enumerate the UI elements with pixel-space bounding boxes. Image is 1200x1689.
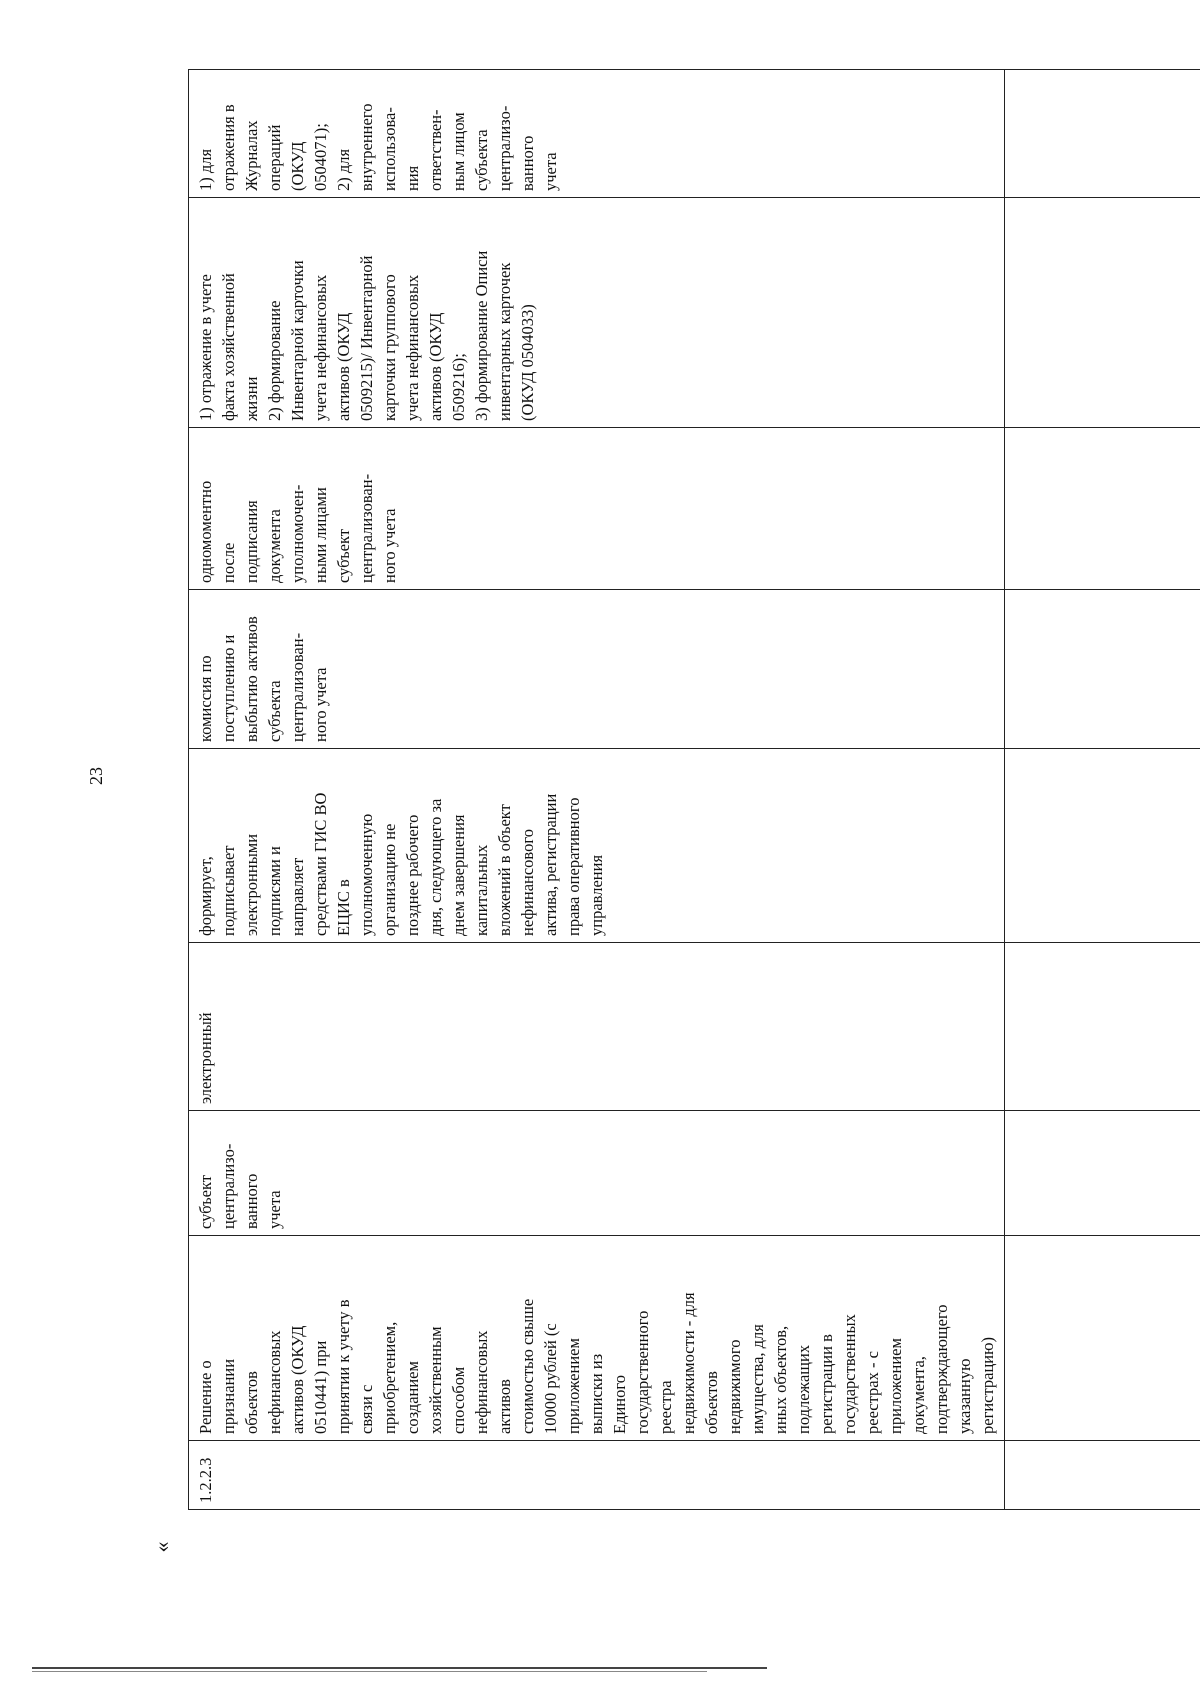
cell-row-number: 1.2.2.3 [189, 1441, 1005, 1510]
cell-empty [1005, 428, 1200, 590]
cell-empty [1005, 749, 1200, 943]
cell-signer: комиссия по поступлению и выбытию активов субъекта централизован- ного учета [189, 590, 1005, 749]
page-number: 23 [86, 767, 106, 785]
cell-empty [1005, 943, 1200, 1111]
cell-document-name: Решение о признании объектов нефинансовых активов (ОКУД 0510441) при принятии к учету в связи с приобретением, созданием хозяйственным способом нефинансовых активов стоимостью свыше 10000 рублей (с приложением выписки из Единого государственного реестра недвижимости - для объектов недвижимого имущества, для иных объектов, подлежащих регистрации в государственных реестрах - с приложением документа, подтверждающего указанную регистрацию) [189, 1236, 1005, 1441]
rotated-table [188, 70, 1125, 1510]
cell-note: 1) для отражения в Журналах операций (ОКУД 0504071); 2) для внутреннего использова- ния ответствен- ным лицом субъекта централизо- ванного учета [189, 70, 1005, 198]
cell-procedure: формирует, подписывает электронными подписями и направляет средствами ГИС ВО ЕЦИС в уполномоченную организацию не позднее рабочего дня, следующего за днем завершения капитальных вложений в объект нефинансового актива, регистрации права оперативного управления [189, 749, 1005, 943]
cell-timing: одномоментно после подписания документа уполномочен- ными лицами субъект централизован- ного учета [189, 428, 1005, 590]
bottom-divider [32, 1667, 767, 1669]
cell-result: 1) отражение в учете факта хозяйственной жизни 2) формирование Инвентарной карточки учета нефинансовых активов (ОКУД 0509215)/ Инвентарной карточки группового учета нефинансовых активов (ОКУД 0509216); 3) формирование Описи инвентарных карточек (ОКУД 0504033) [189, 198, 1005, 428]
cell-empty [1005, 70, 1200, 198]
cell-empty [1005, 590, 1200, 749]
cell-empty [1005, 1236, 1200, 1441]
document-table [188, 69, 1200, 1510]
cell-empty [1005, 1441, 1200, 1510]
bottom-divider-thin [32, 1671, 707, 1672]
opening-quote-mark: « [149, 1541, 174, 1553]
table-row-empty [1005, 70, 1200, 1510]
cell-form: электронный [189, 943, 1005, 1111]
cell-originator: субъект централизо- ванного учета [189, 1111, 1005, 1236]
cell-empty [1005, 198, 1200, 428]
cell-empty [1005, 1111, 1200, 1236]
table-row [189, 70, 1005, 1510]
